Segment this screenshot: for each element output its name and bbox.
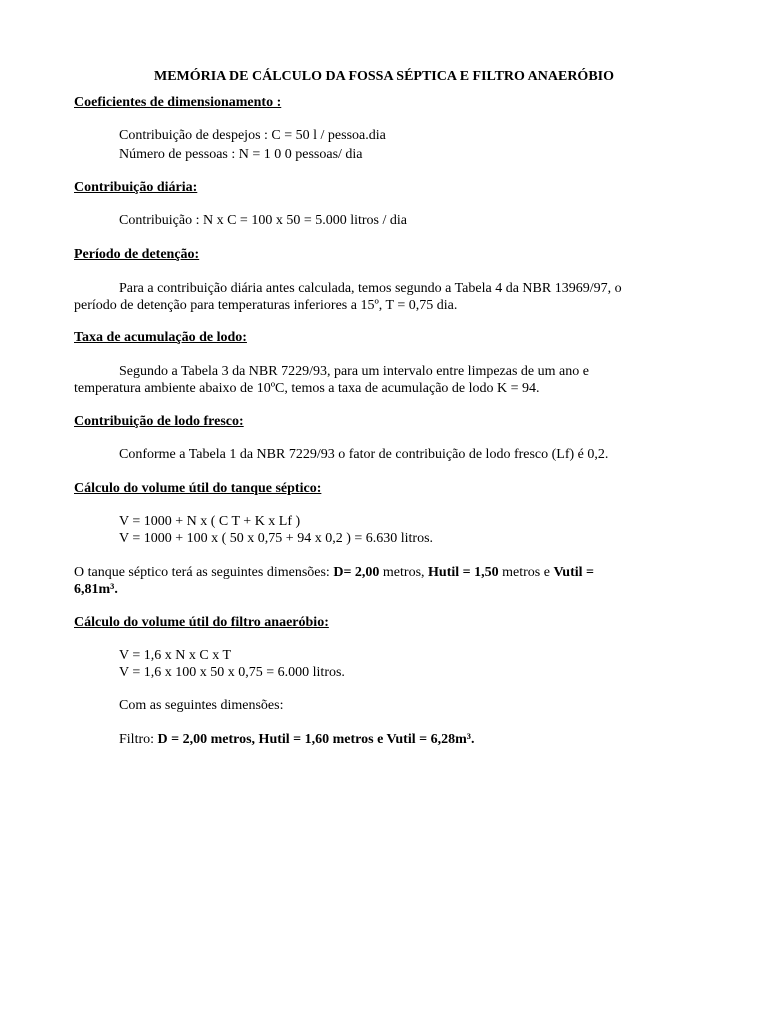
- tanque-volume-label: Vutil =: [553, 565, 594, 580]
- tanque-dimensions-line1: [74, 564, 594, 581]
- line-contribuicao-despejos: Contribuição de despejos : C = 50 l / pessoa.dia: [119, 128, 386, 143]
- paragraph-taxa-line1: Segundo a Tabela 3 da NBR 7229/93, para um intervalo entre limpezas de um ano e: [119, 364, 589, 379]
- tanque-dims-text: O tanque séptico terá as seguintes dimensões:: [74, 565, 334, 580]
- filtro-value: D = 2,00 metros, Hutil = 1,60 metros e Vutil = 6,28m³.: [157, 732, 475, 747]
- paragraph-taxa-acumulacao: [74, 363, 694, 380]
- line-lodo-fresco: Conforme a Tabela 1 da NBR 7229/93 o fator de contribuição de lodo fresco (Lf) é 0,2.: [119, 447, 609, 462]
- heading-coeficientes: Coeficientes de dimensionamento :: [74, 95, 282, 110]
- formula-filtro-general: V = 1,6 x N x C x T: [119, 648, 231, 663]
- line-contribuicao-calc: Contribuição : N x C = 100 x 50 = 5.000 litros / dia: [119, 213, 407, 228]
- heading-volume-tanque: Cálculo do volume útil do tanque séptico:: [74, 481, 322, 496]
- line-numero-pessoas: Número de pessoas : N = 1 0 0 pessoas/ dia: [119, 147, 363, 162]
- heading-lodo-fresco: Contribuição de lodo fresco:: [74, 414, 244, 429]
- tanque-dims-text-3: metros e: [498, 565, 554, 580]
- document-title: MEMÓRIA DE CÁLCULO DA FOSSA SÉPTICA E FILTRO ANAERÓBIO: [153, 69, 615, 84]
- paragraph-periodo-line1: Para a contribuição diária antes calculada, temos segundo a Tabela 4 da NBR 13969/97, o: [119, 281, 622, 296]
- paragraph-periodo-line2: período de detenção para temperaturas inferiores a 15º, T = 0,75 dia.: [74, 298, 458, 313]
- tanque-height: Hutil = 1,50: [428, 565, 499, 580]
- heading-taxa-acumulacao: Taxa de acumulação de lodo:: [74, 330, 247, 345]
- tanque-volume-value: 6,81m³.: [74, 582, 118, 597]
- heading-volume-filtro: Cálculo do volume útil do filtro anaeróbio:: [74, 615, 329, 630]
- tanque-diameter: D= 2,00: [333, 565, 380, 580]
- filtro-label: Filtro:: [119, 732, 158, 747]
- filtro-dimensions: [119, 731, 474, 748]
- formula-tanque-calc: V = 1000 + 100 x ( 50 x 0,75 + 94 x 0,2 ) = 6.630 litros.: [119, 531, 434, 546]
- formula-filtro-calc: V = 1,6 x 100 x 50 x 0,75 = 6.000 litros.: [119, 665, 345, 680]
- heading-contribuicao-diaria: Contribuição diária:: [74, 180, 198, 195]
- tanque-dims-text-2: metros,: [379, 565, 429, 580]
- paragraph-taxa-line2: temperatura ambiente abaixo de 10ºC, temos a taxa de acumulação de lodo K = 94.: [74, 381, 540, 396]
- heading-periodo-detencao: Período de detenção:: [74, 247, 200, 262]
- formula-tanque-general: V = 1000 + N x ( C T + K x Lf ): [119, 514, 301, 529]
- filtro-dimensions-intro: Com as seguintes dimensões:: [119, 698, 284, 713]
- paragraph-periodo-detencao: [74, 280, 694, 297]
